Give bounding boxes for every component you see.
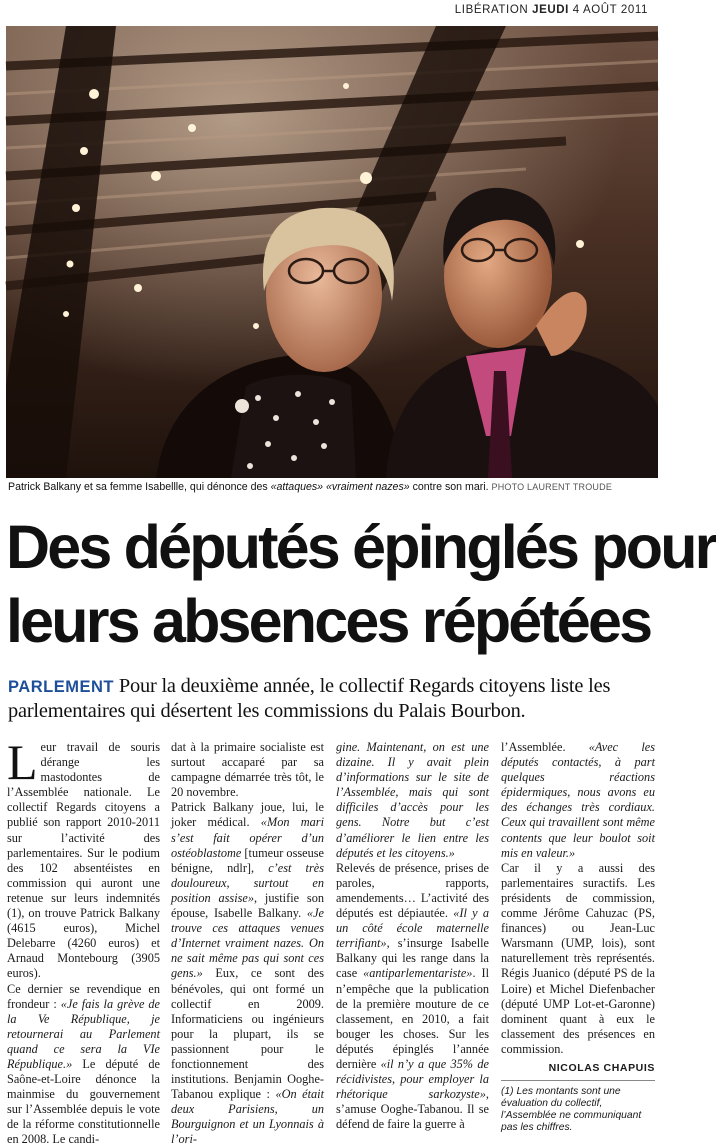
author-signature: NICOLAS CHAPUIS <box>548 1061 655 1074</box>
article-column-1: Leur travail de souris dérange les mastodontes de l’Assemblée nationale. Le collectif Regards citoyens a publié son rapport 2010-2011 sur l’activité des parlementaires. Sur le podium des 102 absentéistes en commission qui auront une retenue sur leurs indemnités (1), on trouve Patrick Balkany (4615 euros), Michel Delebarre (4260 euros) et Arnaud Montebourg (3905 euros). Ce dernier se revendique en frondeur : «Je fais la grève de la Ve République, je retournerai au Parlement quand ce sera la VIe République.» Le député de Saône-et-Loire dénonce la mainmise du gouvernement sur l’Assemblée depuis le vote de la réforme constitutionnelle en 2008. Le candi- <box>7 734 160 1147</box>
photo-credit: PHOTO LAURENT TROUDE <box>491 482 613 492</box>
headline-line-2: leurs absences répétées <box>6 587 651 655</box>
publication-name: LIBÉRATION <box>454 4 529 16</box>
article-lead <box>8 674 660 723</box>
article-photo <box>6 26 658 478</box>
lead-text: Pour la deuxième année, le collectif Regards citoyens liste les parlementaires qui désertent les commissions du Palais Bourbon. <box>8 675 611 722</box>
article-body <box>0 734 664 1147</box>
dropcap: L <box>7 734 38 790</box>
publication-day: JEUDI <box>532 4 569 16</box>
headline-line-1: Des députés épinglés pour <box>6 513 716 581</box>
article-column-2: dat à la primaire socialiste est surtout accaparé par sa campagne démarrée très tôt, le 20 novembre. Patrick Balkany joue, lui, le joker médical. «Mon mari s’est fait opérer d’un ostéoblastome [tumeur osseuse bénigne, ndlr], c’est très douloureux, surtout en position assise», justifie son épouse, Isabelle Balkany. «Je trouve ces attaques venues d’Internet vraiment nazes. On ne sait même pas qui sont ces gens.» Eux, ce sont des bénévoles, qui ont formé un collectif en 2009. Informaticiens ou ingénieurs pour la plupart, ils se passionnent pour le fonctionnement des institutions. Benjamin Ooghe-Tabanou explique : «On était deux Parisiens, un Bourguignon et un Lyonnais à l’ori- <box>171 740 325 1147</box>
photo-two-people-icon <box>6 26 658 478</box>
divider <box>501 1080 655 1081</box>
article-headline <box>6 510 716 658</box>
article-column-4: l’Assemblée. «Avec les députés contactés, à part quelques réactions épidermiques, nous avons eu des échanges très cordiaux. Ceux qui travaillent sont même contents que leur boulot soit mis en valeur.» Car il y a aussi des parlementaires suractifs. Les présidents de commission, comme Jérôme Cahuzac (PS, finances) ou Jean-Luc Warsmann (UMP, lois), sont naturellement très représentés. Régis Juanico (député PS de la Loire) et Michel Diefenbacher (député UMP Lot-et-Garonne) dominent quant à eux le classement des présences en commission. NICOLAS CHAPUIS (1) Les montants sont une évaluation du collectif, l’Assemblée ne communiquant pas les chiffres. <box>501 740 655 1134</box>
section-rubric: PARLEMENT <box>8 678 114 696</box>
footnote: (1) Les montants sont une évaluation du collectif, l’Assemblée ne communiquant pas les chiffres. <box>501 1086 642 1134</box>
photo-caption: Patrick Balkany et sa femme Isabellle, qui dénonce des «attaques» «vraiment nazes» contre son mari. PHOTO LAURENT TROUDE <box>8 481 613 493</box>
publication-date: 4 AOÛT 2011 <box>572 4 648 16</box>
page-header <box>455 4 648 16</box>
article-column-3: gine. Maintenant, on est une dizaine. Il y avait plein d’informations sur le site de l’Assemblée, mais qui sont difficiles d’accès pour les gens. Notre but c’est d’améliorer le lien entre les députés et les citoyens.» Relevés de présence, prises de paroles, rapports, amendements… L’activité des députés est dépiautée. «Il y a un côté école maternelle terrifiant», s’insurge Isabelle Balkany qui les range dans la case «antiparlementariste». Il n’empêche que la publication de la première mouture de ce classement, en 2010, a fait bouger les choses. Sur les députés épinglés l’année dernière «il n’y a que 35% de récidivistes, pour employer la rhétorique sarkozyste», s’amuse Ooghe-Tabanou. Il se défend de faire la guerre à <box>336 740 489 1132</box>
